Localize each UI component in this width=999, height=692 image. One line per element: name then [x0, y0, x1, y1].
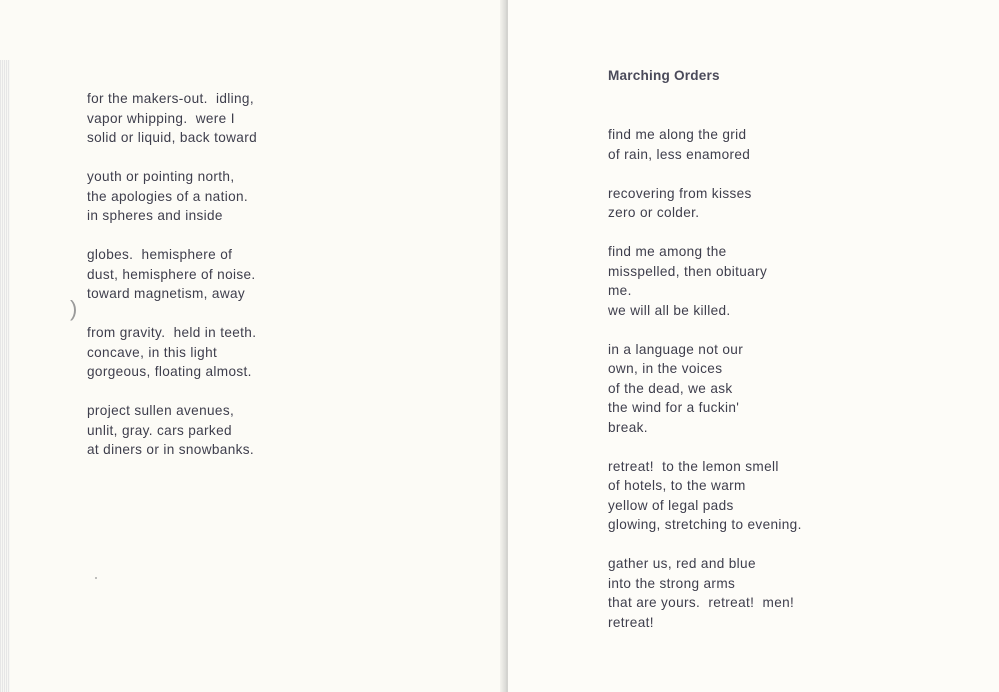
- poem-line: project sullen avenues,: [87, 403, 235, 418]
- poem-line: find me among the: [608, 244, 727, 259]
- poem-line: zero or colder.: [608, 205, 700, 220]
- poem-line: globes. hemisphere of: [87, 247, 233, 262]
- poem-line: gather us, red and blue: [608, 556, 756, 571]
- poem-line: of rain, less enamored: [608, 146, 751, 162]
- poem-line: concave, in this light: [87, 344, 218, 360]
- poem-line: unlit, gray. cars parked: [87, 422, 232, 438]
- poem-line: we will all be killed.: [608, 302, 731, 318]
- poem-line: glowing, stretching to evening.: [608, 517, 802, 532]
- poem-line: that are yours. retreat! men!: [608, 595, 795, 610]
- stanza: [608, 340, 802, 438]
- poem-line: find me along the grid: [608, 127, 747, 142]
- poem-line: at diners or in snowbanks.: [87, 442, 255, 457]
- margin-mark: ): [70, 296, 78, 321]
- poem-line: into the strong arms: [608, 575, 736, 591]
- stanza: [87, 401, 257, 460]
- poem-line: the apologies of a nation.: [87, 188, 249, 204]
- poem-line: vapor whipping. were I: [87, 110, 235, 126]
- poem-line: solid or liquid, back toward: [87, 130, 257, 145]
- right-poem: [608, 125, 802, 652]
- poem-line: gorgeous, floating almost.: [87, 364, 252, 379]
- poem-line: me.: [608, 283, 632, 298]
- stanza: [87, 89, 257, 148]
- stanza: [608, 184, 802, 223]
- stanza: [608, 242, 802, 320]
- poem-line: in a language not our: [608, 341, 744, 357]
- page-edges: [0, 60, 10, 692]
- stanza: [87, 323, 257, 382]
- stanza: [608, 125, 802, 164]
- poem-line: in spheres and inside: [87, 208, 223, 223]
- poem-line: misspelled, then obituary: [608, 263, 768, 279]
- poem-line: yellow of legal pads: [608, 497, 734, 513]
- poem-line: toward magnetism, away: [87, 286, 246, 301]
- poem-line: break.: [608, 419, 648, 435]
- poem-line: own, in the voices: [608, 361, 723, 376]
- speck: [95, 577, 97, 579]
- poem-line: of the dead, we ask: [608, 380, 733, 396]
- left-poem: [87, 89, 257, 479]
- poem-title: Marching Orders: [608, 68, 720, 83]
- poem-line: of hotels, to the warm: [608, 478, 746, 493]
- poem-line: the wind for a fuckin': [608, 400, 740, 415]
- right-page: [508, 0, 999, 692]
- poem-line: recovering from kisses: [608, 185, 752, 201]
- stanza: [87, 167, 257, 226]
- poem-line: retreat! to the lemon smell: [608, 458, 779, 474]
- stanza: [608, 554, 802, 632]
- poem-line: youth or pointing north,: [87, 169, 235, 184]
- stanza: [608, 457, 802, 535]
- poem-line: dust, hemisphere of noise.: [87, 266, 256, 282]
- poem-line: for the makers-out. idling,: [87, 91, 254, 106]
- poem-line: from gravity. held in teeth.: [87, 325, 257, 340]
- stanza: [87, 245, 257, 304]
- poem-line: retreat!: [608, 614, 654, 630]
